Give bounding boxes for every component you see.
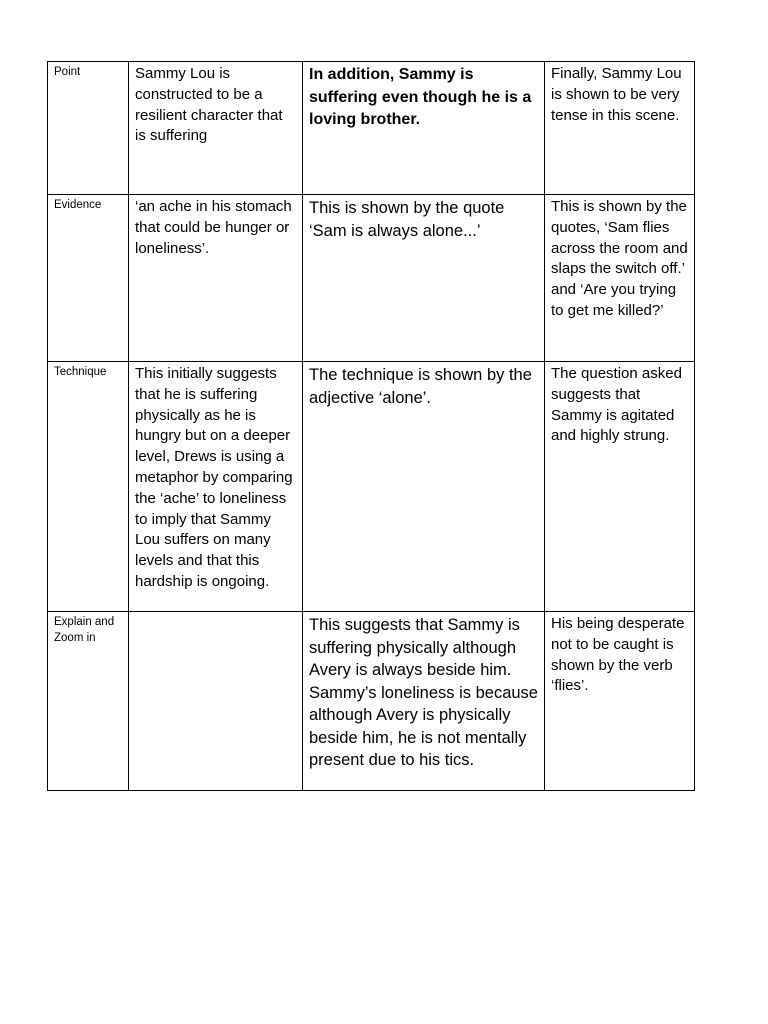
table-row-explain <box>48 612 695 791</box>
cell-evidence-col2: This is shown by the quote ‘Sam is always alone...’ <box>303 195 545 362</box>
row-label-explain: Explain and Zoom in <box>48 612 129 791</box>
cell-technique-col2: The technique is shown by the adjective ‘alone’. <box>303 362 545 612</box>
table-row-evidence <box>48 195 695 362</box>
cell-point-col2: In addition, Sammy is suffering even though he is a loving brother. <box>303 62 545 195</box>
pee-analysis-table <box>47 61 695 791</box>
cell-point-col3: Finally, Sammy Lou is shown to be very tense in this scene. <box>545 62 695 195</box>
table-row-technique <box>48 362 695 612</box>
cell-technique-col3: The question asked suggests that Sammy is agitated and highly strung. <box>545 362 695 612</box>
cell-point-col1: Sammy Lou is constructed to be a resilient character that is suffering <box>129 62 303 195</box>
cell-evidence-col3: This is shown by the quotes, ‘Sam flies across the room and slaps the switch off.’ and ‘Are you trying to get me killed?’ <box>545 195 695 362</box>
cell-explain-col1 <box>129 612 303 791</box>
cell-technique-col1: This initially suggests that he is suffering physically as he is hungry but on a deeper level, Drews is using a metaphor by comparing the ‘ache’ to loneliness to imply that Sammy Lou suffers on many levels and that this hardship is ongoing. <box>129 362 303 612</box>
cell-explain-col3: His being desperate not to be caught is shown by the verb ‘flies’. <box>545 612 695 791</box>
row-label-evidence: Evidence <box>48 195 129 362</box>
row-label-point: Point <box>48 62 129 195</box>
table-row-point <box>48 62 695 195</box>
cell-evidence-col1: ‘an ache in his stomach that could be hunger or loneliness’. <box>129 195 303 362</box>
cell-explain-col2: This suggests that Sammy is suffering physically although Avery is always beside him. Sammy’s loneliness is because although Avery is physically beside him, he is not mentally present due to his tics. <box>303 612 545 791</box>
row-label-technique: Technique <box>48 362 129 612</box>
